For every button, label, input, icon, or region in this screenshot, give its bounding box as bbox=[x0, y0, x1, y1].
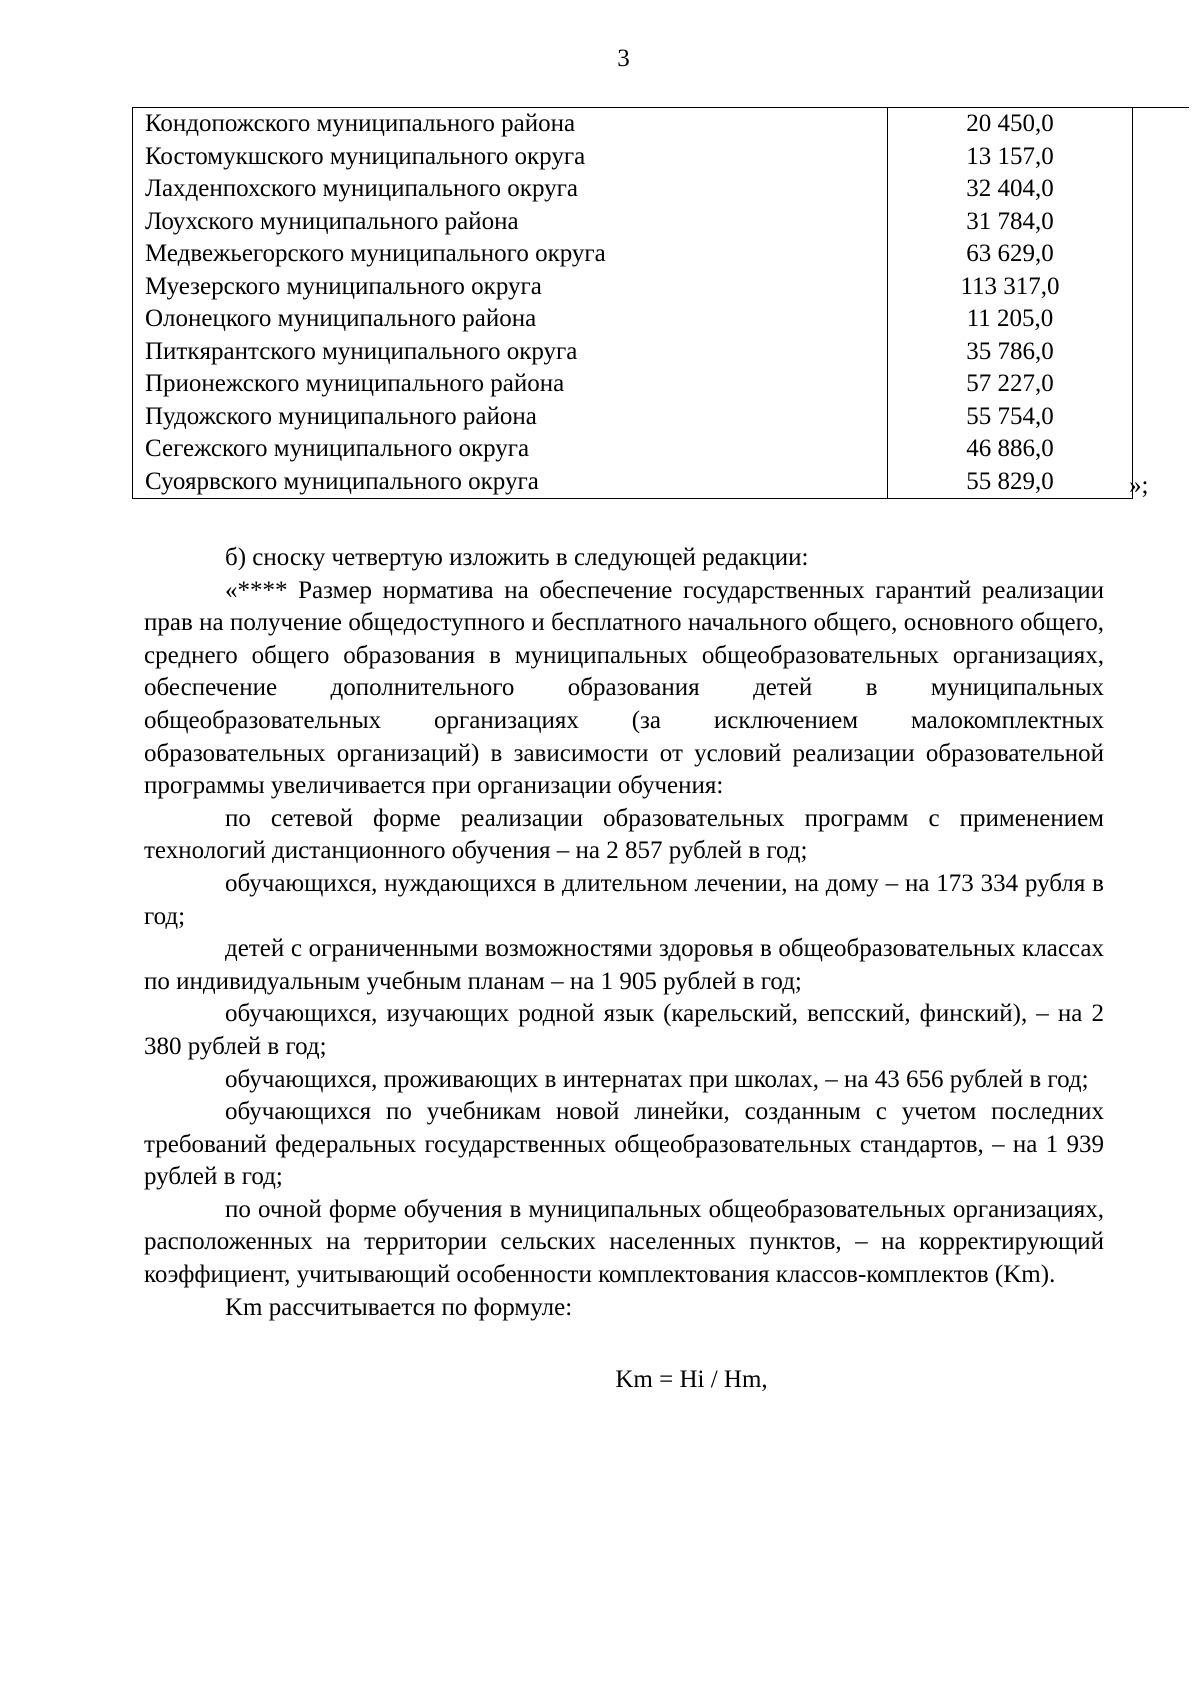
paragraph-network-form: по сетевой форме реализации образовательных программ с применением технологий дистанционного обучения – на 2 857 рублей в год; bbox=[144, 804, 1104, 865]
district-value: 55 754,0 bbox=[888, 401, 1133, 434]
paragraph-formula-intro: Km рассчитывается по формуле: bbox=[225, 1293, 573, 1321]
paragraph-disabilities: детей с ограниченными возможностями здоровья в общеобразовательных классах по индивидуальным учебным планам – на 1 905 рублей в год; bbox=[144, 935, 1104, 995]
page-number: 3 bbox=[617, 45, 630, 72]
district-name: Суоярвского муниципального округа bbox=[133, 466, 888, 499]
districts-table bbox=[132, 107, 1133, 499]
table-row bbox=[133, 173, 1133, 206]
district-name: Медвежьегорского муниципального округа bbox=[133, 238, 888, 271]
paragraph-boarding-schools: обучающихся, проживающих в интернатах при школах, – на 43 656 рублей в год; bbox=[225, 1065, 1089, 1093]
table-closing-quote: »; bbox=[1129, 472, 1149, 499]
district-value: 46 886,0 bbox=[888, 433, 1133, 466]
district-value: 20 450,0 bbox=[888, 108, 1133, 141]
district-name: Прионежского муниципального района bbox=[133, 368, 888, 401]
district-value: 113 317,0 bbox=[888, 271, 1133, 304]
paragraph-footnote-text: «**** Размер норматива на обеспечение государственных гарантий реализации прав на получение общедоступного и бесплатного начального общего, основного общего, среднего общего образования в муниципальных общеобразовательных организациях, обеспечение дополнительного образования детей в муниципальных общеобразовательных организациях (за исключением малокомплектных образовательных организаций) в зависимости от условий реализации образовательной программы увеличивается при организации обучения: bbox=[144, 576, 1104, 800]
district-value: 63 629,0 bbox=[888, 238, 1133, 271]
district-name: Кондопожского муниципального района bbox=[133, 108, 888, 141]
district-name: Лоухского муниципального района bbox=[133, 206, 888, 239]
table-row bbox=[133, 206, 1133, 239]
table-row bbox=[133, 466, 1133, 499]
table-row bbox=[133, 271, 1133, 304]
district-name: Муезерского муниципального округа bbox=[133, 271, 888, 304]
formula: Km = Hi / Hm, bbox=[615, 1366, 768, 1394]
district-value: 13 157,0 bbox=[888, 141, 1133, 174]
district-value: 55 829,0 bbox=[888, 466, 1133, 499]
table-row bbox=[133, 303, 1133, 336]
district-value: 11 205,0 bbox=[888, 303, 1133, 336]
table-row bbox=[133, 141, 1133, 174]
paragraph-native-language: обучающихся, изучающих родной язык (карельский, вепсский, финский), – на 2 380 рублей в год; bbox=[144, 1000, 1104, 1060]
district-value: 35 786,0 bbox=[888, 336, 1133, 369]
table-row bbox=[133, 401, 1133, 434]
table-row bbox=[133, 108, 1133, 141]
paragraph-home-schooling: обучающихся, нуждающихся в длительном лечении, на дому – на 173 334 рубля в год; bbox=[144, 869, 1104, 930]
table-row bbox=[133, 238, 1133, 271]
district-name: Сегежского муниципального округа bbox=[133, 433, 888, 466]
district-value: 31 784,0 bbox=[888, 206, 1133, 239]
district-name: Костомукшского муниципального округа bbox=[133, 141, 888, 174]
district-name: Пудожского муниципального района bbox=[133, 401, 888, 434]
table-row bbox=[133, 433, 1133, 466]
paragraph-new-textbooks: обучающихся по учебникам новой линейки, созданным с учетом последних требований федеральных государственных общеобразовательных стандартов, – на 1 939 рублей в год; bbox=[144, 1098, 1104, 1191]
district-value: 57 227,0 bbox=[888, 368, 1133, 401]
paragraph-rural-schools: по очной форме обучения в муниципальных общеобразовательных организациях, расположенных на территории сельских населенных пунктов, – на корректирующий коэффициент, учитывающий особенности комплектования классов-комплектов (Km). bbox=[144, 1195, 1104, 1289]
table-row bbox=[133, 368, 1133, 401]
paragraph-footnote-instruction: б) сноску четвертую изложить в следующей редакции: bbox=[225, 544, 809, 571]
district-value: 32 404,0 bbox=[888, 173, 1133, 206]
district-name: Олонецкого муниципального района bbox=[133, 303, 888, 336]
document-body bbox=[144, 542, 1104, 1397]
district-name: Питкярантского муниципального округа bbox=[133, 336, 888, 369]
table-row bbox=[133, 336, 1133, 369]
district-name: Лахденпохского муниципального округа bbox=[133, 173, 888, 206]
